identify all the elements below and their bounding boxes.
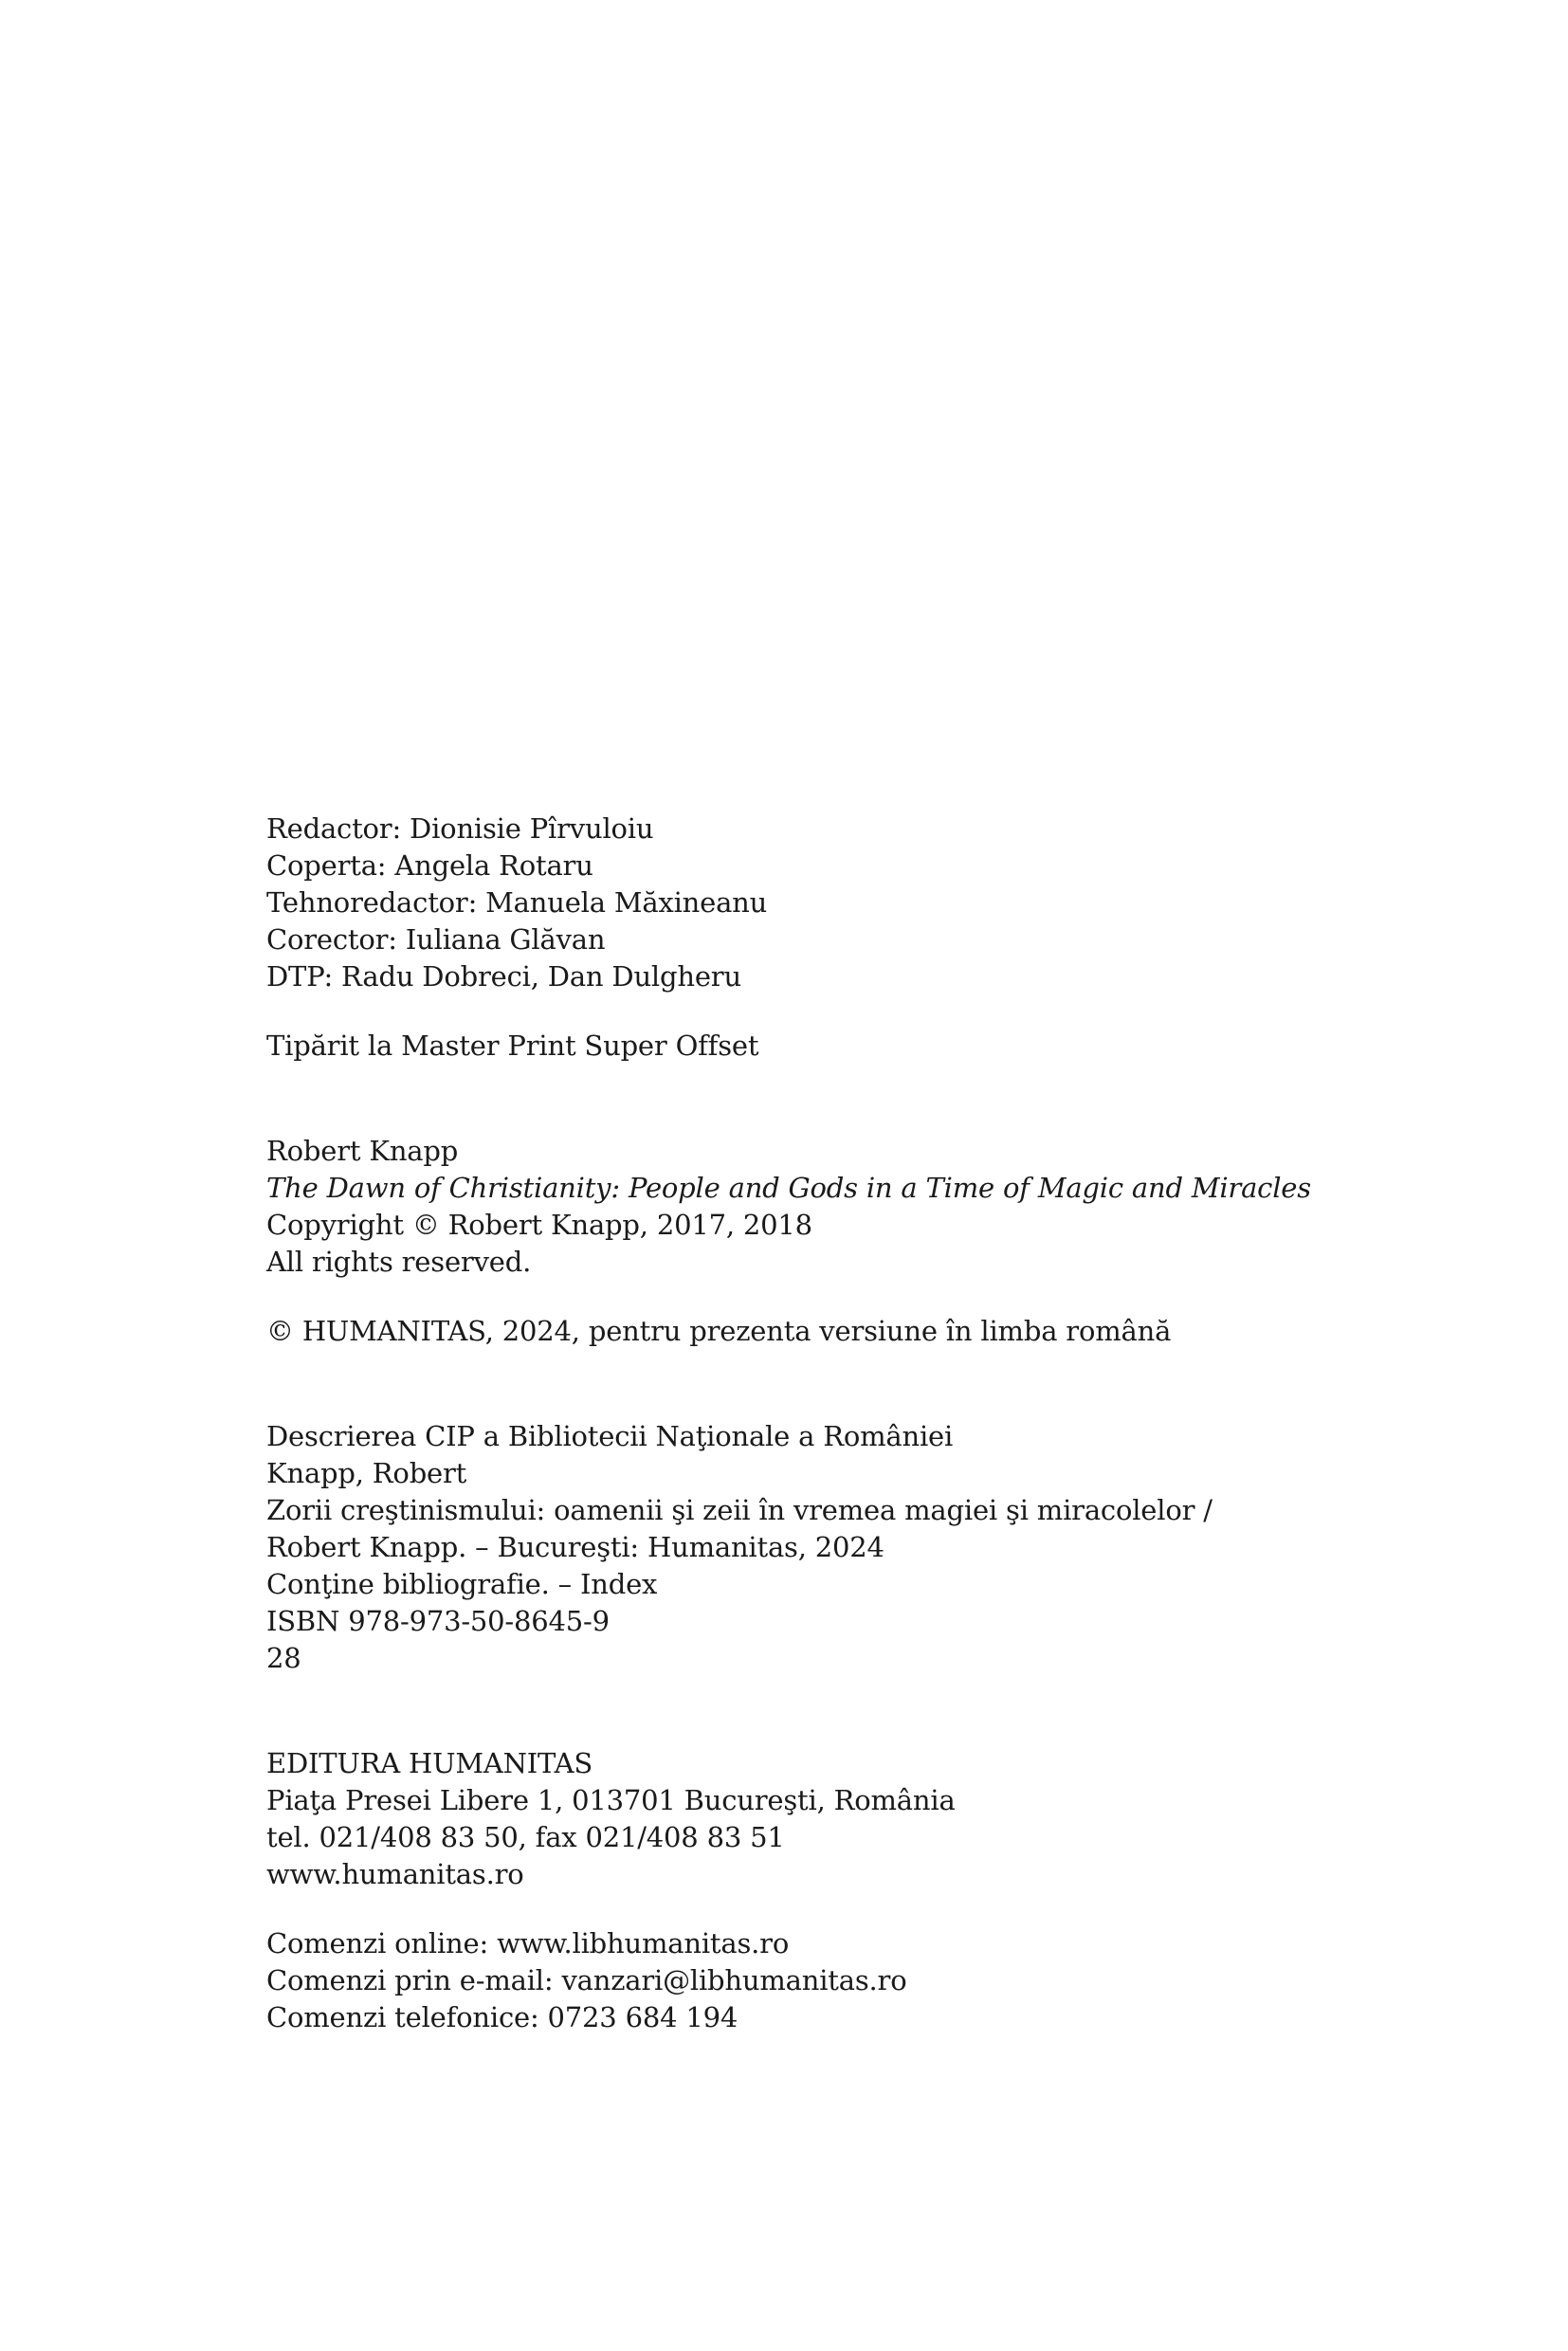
translation-copyright: © HUMANITAS, 2024, pentru prezenta versiune în limba română xyxy=(266,1315,1172,1347)
original-title: The Dawn of Christianity: People and Gods in a Time of Magic and Miracles xyxy=(266,1172,1311,1204)
cip-block xyxy=(266,1418,1404,1677)
cip-imprint: Robert Knapp. – Bucureşti: Humanitas, 2024 xyxy=(266,1531,884,1563)
cip-title: Zorii creştinismului: oamenii şi zeii în vremea magiei şi miracolelor / xyxy=(266,1494,1212,1526)
cip-heading: Descrierea CIP a Bibliotecii Naţionale a României xyxy=(266,1420,954,1452)
orders-email: Comenzi prin e-mail: vanzari@libhumanitas.ro xyxy=(266,1964,907,1996)
translation-copyright-block xyxy=(266,1313,1404,1350)
editor-credit: Redactor: Dionisie Pîrvuloiu xyxy=(266,812,654,845)
original-edition-block xyxy=(266,1133,1404,1281)
cip-isbn: ISBN 978-973-50-8645-9 xyxy=(266,1605,610,1637)
orders-phone: Comenzi telefonice: 0723 684 194 xyxy=(266,2001,738,2033)
original-copyright: Copyright © Robert Knapp, 2017, 2018 xyxy=(266,1209,812,1241)
orders-online: Comenzi online: www.libhumanitas.ro xyxy=(266,1927,790,1959)
publisher-name: EDITURA HUMANITAS xyxy=(266,1747,593,1779)
original-author: Robert Knapp xyxy=(266,1135,459,1167)
publisher-website: www.humanitas.ro xyxy=(266,1858,524,1890)
rights-reserved: All rights reserved. xyxy=(266,1246,532,1278)
publisher-block xyxy=(266,1745,1404,1893)
cip-author: Knapp, Robert xyxy=(266,1457,467,1489)
credits-block xyxy=(266,811,1404,995)
typesetter-credit: Tehnoredactor: Manuela Măxineanu xyxy=(266,886,768,919)
printer-credit: Tipărit la Master Print Super Offset xyxy=(266,1030,759,1062)
orders-block xyxy=(266,1925,1404,2036)
cover-credit: Coperta: Angela Rotaru xyxy=(266,849,593,882)
publisher-phone-fax: tel. 021/408 83 50, fax 021/408 83 51 xyxy=(266,1821,785,1853)
cip-classification: 28 xyxy=(266,1642,301,1674)
cip-contents: Conţine bibliografie. – Index xyxy=(266,1568,658,1600)
colophon xyxy=(266,811,1404,2036)
dtp-credit: DTP: Radu Dobreci, Dan Dulgheru xyxy=(266,960,741,993)
publisher-address: Piaţa Presei Libere 1, 013701 Bucureşti, România xyxy=(266,1784,956,1816)
printing-block xyxy=(266,1028,1404,1065)
proofreader-credit: Corector: Iuliana Glăvan xyxy=(266,923,606,956)
